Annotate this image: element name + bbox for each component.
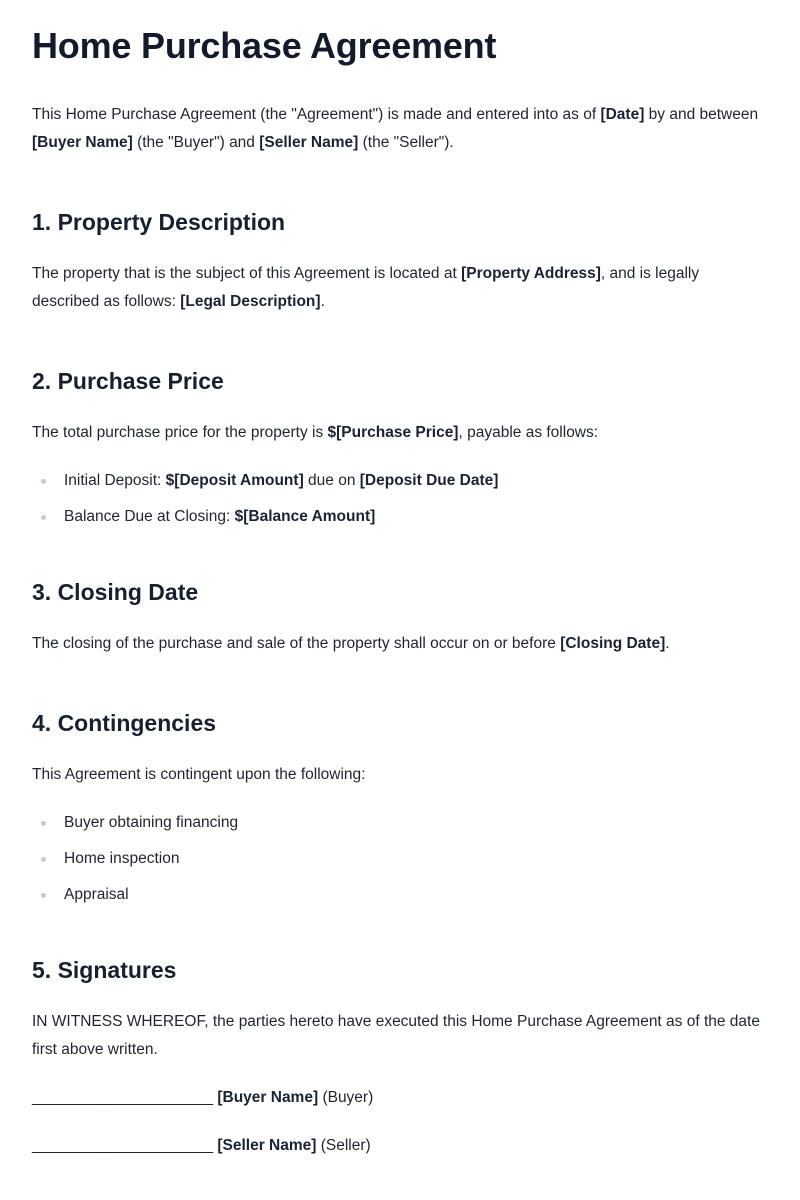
list-item <box>32 467 768 495</box>
bullet-icon <box>41 857 46 862</box>
intro-date-placeholder: [Date] <box>600 106 645 123</box>
bullet-icon <box>41 515 46 520</box>
deposit-text: due on <box>303 472 360 489</box>
purchase-price-paragraph <box>32 419 768 447</box>
seller-name-placeholder: [Seller Name] <box>217 1137 317 1154</box>
list-item <box>32 881 768 909</box>
balance-label: Balance Due at Closing: <box>64 508 235 525</box>
intro-buyer-placeholder: [Buyer Name] <box>32 134 133 151</box>
bullet-icon <box>41 821 46 826</box>
closing-text-1: The closing of the purchase and sale of the property shall occur on or before <box>32 635 561 652</box>
document-title: Home Purchase Agreement <box>32 25 497 66</box>
list-item <box>32 845 768 873</box>
intro-text-3: (the "Buyer") and <box>132 134 260 151</box>
list-item <box>32 503 768 531</box>
payment-list <box>32 467 768 531</box>
contingency-inspection: Home inspection <box>64 850 180 867</box>
intro-text-4: (the "Seller"). <box>358 134 454 151</box>
closing-text-2: . <box>665 635 670 652</box>
buyer-signature-line <box>32 1084 768 1112</box>
legal-description-placeholder: [Legal Description] <box>180 293 321 310</box>
signature-blank: _____________________ <box>32 1089 214 1106</box>
seller-role: (Seller) <box>320 1137 371 1154</box>
section-heading-purchase-price: 2. Purchase Price <box>32 368 224 394</box>
balance-amount-placeholder: $[Balance Amount] <box>234 508 376 525</box>
contingency-appraisal: Appraisal <box>64 886 129 903</box>
closing-date-placeholder: [Closing Date] <box>560 635 666 652</box>
property-text-1: The property that is the subject of this Agreement is located at <box>32 265 462 282</box>
signature-blank: _____________________ <box>32 1137 214 1154</box>
contingency-financing: Buyer obtaining financing <box>64 814 239 831</box>
closing-date-paragraph <box>32 630 768 658</box>
deposit-due-date-placeholder: [Deposit Due Date] <box>359 472 499 489</box>
bullet-icon <box>41 893 46 898</box>
price-text-2: , payable as follows: <box>458 424 599 441</box>
section-heading-property-description: 1. Property Description <box>32 209 286 235</box>
buyer-role: (Buyer) <box>322 1089 374 1106</box>
contingencies-intro: This Agreement is contingent upon the following: <box>32 766 366 783</box>
buyer-name-placeholder: [Buyer Name] <box>217 1089 319 1106</box>
deposit-label: Initial Deposit: <box>64 472 166 489</box>
purchase-price-placeholder: $[Purchase Price] <box>327 424 459 441</box>
intro-text-1: This Home Purchase Agreement (the "Agreement") is made and entered into as of <box>32 106 601 123</box>
signatures-paragraph: IN WITNESS WHEREOF, the parties hereto have executed this Home Purchase Agreement as of the date first above written. <box>32 1013 760 1058</box>
section-heading-closing-date: 3. Closing Date <box>32 579 199 605</box>
seller-signature-line <box>32 1132 768 1160</box>
intro-text-2: by and between <box>644 106 759 123</box>
bullet-icon <box>41 479 46 484</box>
property-text-2: , and is legally described as follows: <box>32 265 700 310</box>
property-description-paragraph <box>32 260 768 316</box>
list-item <box>32 809 768 837</box>
intro-seller-placeholder: [Seller Name] <box>259 134 359 151</box>
property-address-placeholder: [Property Address] <box>461 265 601 282</box>
intro-paragraph <box>32 101 768 157</box>
contingencies-list <box>32 809 768 909</box>
section-heading-signatures: 5. Signatures <box>32 957 177 983</box>
section-heading-contingencies: 4. Contingencies <box>32 710 217 736</box>
price-text-1: The total purchase price for the property is <box>32 424 328 441</box>
deposit-amount-placeholder: $[Deposit Amount] <box>165 472 304 489</box>
property-text-3: . <box>320 293 325 310</box>
